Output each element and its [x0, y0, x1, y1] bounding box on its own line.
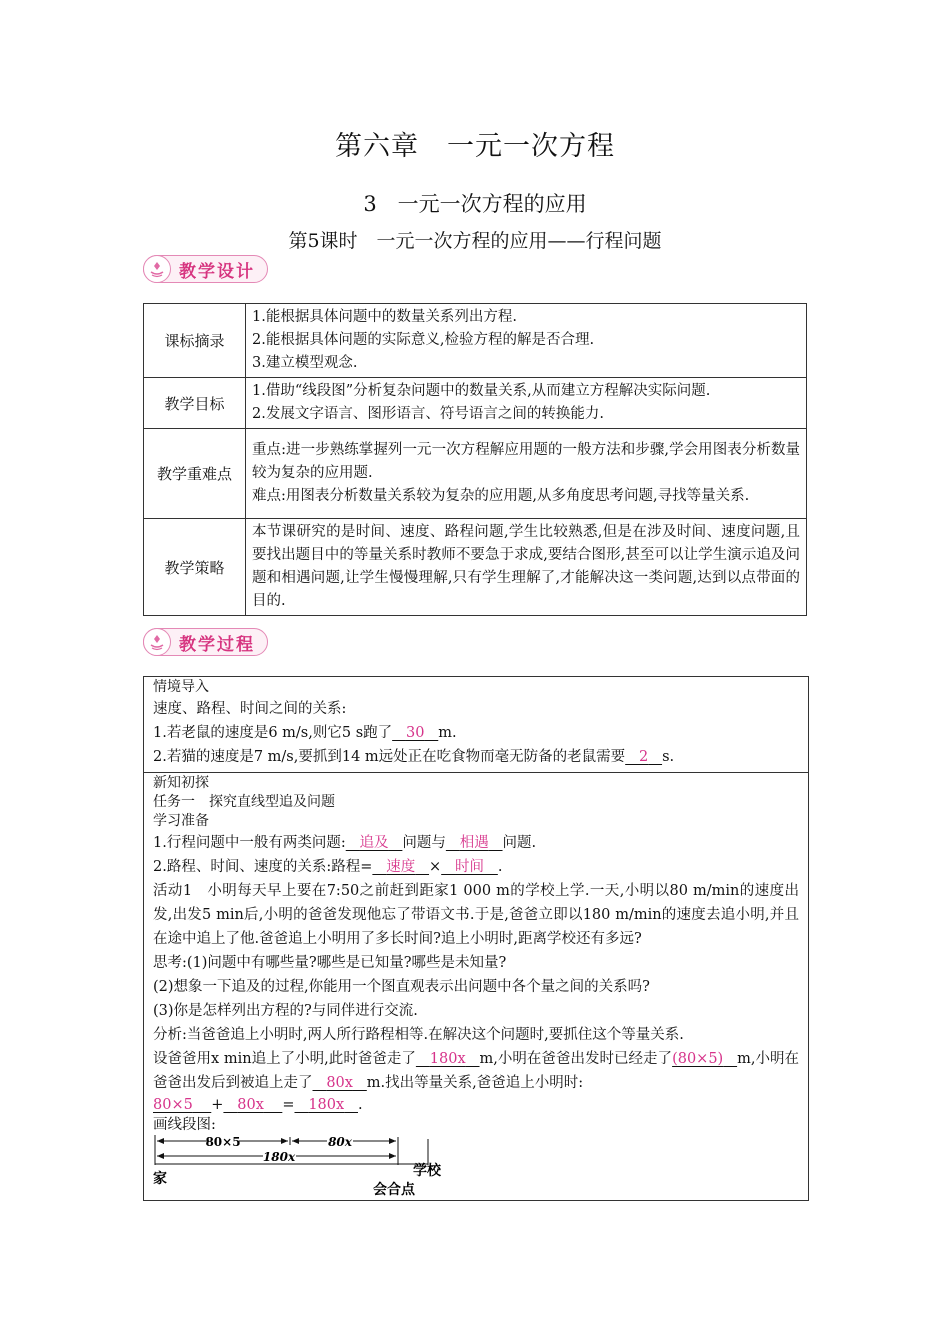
- answer-blank: 180x: [308, 1097, 345, 1113]
- cell-line: 2.能根据具体问题的实际意义,检验方程的解是否合理.: [252, 332, 595, 348]
- task-title: 任务一 探究直线型追及问题: [153, 794, 335, 810]
- segment-label-180x: 180x: [262, 1150, 296, 1164]
- design-badge-label: 教学设计: [179, 261, 255, 282]
- explore-heading: 新知初探: [153, 775, 209, 791]
- answer-blank: 30: [405, 725, 425, 741]
- think-3: (3)你是怎样列出方程的?与同伴进行交流.: [153, 1003, 418, 1019]
- diagram-title: 画线段图:: [153, 1117, 216, 1133]
- answer-blank: 追及: [359, 835, 389, 851]
- table-row: [144, 304, 807, 378]
- label-home: 家: [153, 1171, 167, 1187]
- cell-line: 1.能根据具体问题中的数量关系列出方程.: [252, 309, 517, 325]
- label-school: 学校: [413, 1163, 441, 1179]
- row-head: 教学策略: [144, 519, 246, 616]
- activity-text: 活动1 小明每天早上要在7:50之前赶到距家1 000 m的学校上学.一天,小明以80 m/min的速度出发,出发5 min后,小明的爸爸发现他忘了带语文书.于是,爸爸立即以180 m/min的速度去追小明,并且在途中追上了他.爸爸追上小明用了多长时间?追上小明时,距离学校还有多远?: [153, 883, 799, 947]
- row-head: 课标摘录: [144, 304, 246, 378]
- table-row: [144, 378, 807, 429]
- process-badge-label: 教学过程: [179, 634, 255, 655]
- answer-blank: (80×5): [672, 1051, 724, 1067]
- row-head: 教学目标: [144, 378, 246, 429]
- answer-blank: 时间: [455, 859, 485, 875]
- chapter-title: 第六章 一元一次方程: [335, 131, 615, 162]
- answer-blank: 180x: [429, 1051, 466, 1067]
- design-badge: [143, 254, 268, 284]
- cell-line: 难点:用图表分析数量关系较为复杂的应用题,从多角度思考问题,寻找等量关系.: [252, 488, 750, 504]
- think-1: 思考:(1)问题中有哪些量?哪些是已知量?哪些是未知量?: [153, 955, 507, 971]
- setup-text: 设爸爸用x min追上了小明,此时爸爸走了 180x m,小明在爸爸出发时已经走了(80×5) m,小明在爸爸出发后到被追上走了 80x m.找出等量关系,爸爸追上小明时:: [153, 1051, 799, 1091]
- process-badge: [143, 627, 268, 657]
- row-head: 教学重难点: [144, 429, 246, 519]
- table-row: [144, 429, 807, 519]
- intro-heading: 情境导入: [153, 679, 209, 695]
- answer-blank: 相遇: [459, 835, 489, 851]
- equation-line: 80×5 + 80x = 180x .: [153, 1097, 363, 1113]
- intro-line: 速度、路程、时间之间的关系:: [153, 701, 347, 717]
- badge-mark-icon: [143, 628, 171, 656]
- process-box: [143, 676, 809, 1201]
- cell-line: 1.借助“线段图”分析复杂问题中的数量关系,从而建立方程解决实际问题.: [252, 383, 711, 399]
- answer-blank: 2: [639, 749, 649, 765]
- intro-q2: 2.若猫的速度是7 m/s,要抓到14 m远处正在吃食物而毫无防备的老鼠需要 2 s.: [153, 749, 675, 765]
- cell-line: 2.发展文字语言、图形语言、符号语言之间的转换能力.: [252, 406, 604, 422]
- answer-blank: 80x: [237, 1097, 264, 1113]
- cell-line: 本节课研究的是时间、速度、路程问题,学生比较熟悉,但是在涉及时间、速度问题,且要找出题目中的等量关系时教师不要急于求成,要结合图形,甚至可以让学生演示追及问题和相遇问题,让学生慢慢理解,只有学生理解了,才能解决这一类问题,达到以点带面的目的.: [252, 524, 800, 609]
- label-meet-point: 会合点: [373, 1182, 415, 1197]
- cell-line: 3.建立模型观念.: [252, 355, 358, 371]
- intro-block: [144, 677, 808, 772]
- intro-q1: 1.若老鼠的速度是6 m/s,则它5 s跑了 30 m.: [153, 725, 457, 741]
- cell-line: 重点:进一步熟练掌握列一元一次方程解应用题的一般方法和步骤,学会用图表分析数量较为复杂的应用题.: [252, 442, 800, 481]
- answer-blank: 80x: [326, 1075, 353, 1091]
- analysis-text: 分析:当爸爸追上小明时,两人所行路程相等.在解决这个问题时,要抓住这个等量关系.: [153, 1027, 684, 1043]
- think-2: (2)想象一下追及的过程,你能用一个图直观表示出问题中各个量之间的关系吗?: [153, 979, 650, 995]
- lesson-title: 第5课时 一元一次方程的应用——行程问题: [288, 230, 662, 252]
- answer-blank: 速度: [386, 859, 416, 875]
- section-title: 3 一元一次方程的应用: [363, 192, 587, 216]
- table-row: [144, 519, 807, 616]
- prep-item-2: 2.路程、时间、速度的关系:路程= 速度 × 时间 .: [153, 859, 503, 875]
- segment-label-80x: 80x: [328, 1135, 352, 1149]
- prep-item-1: 1.行程问题中一般有两类问题: 追及 问题与 相遇 问题.: [153, 835, 537, 851]
- prep-title: 学习准备: [153, 813, 209, 829]
- answer-blank: 80×5: [153, 1097, 193, 1113]
- badge-mark-icon: [143, 255, 171, 283]
- segment-label-80x5: 80×5: [205, 1135, 241, 1149]
- explore-block: [144, 772, 808, 1200]
- design-table: [143, 303, 807, 616]
- line-segment-diagram: [153, 1135, 799, 1197]
